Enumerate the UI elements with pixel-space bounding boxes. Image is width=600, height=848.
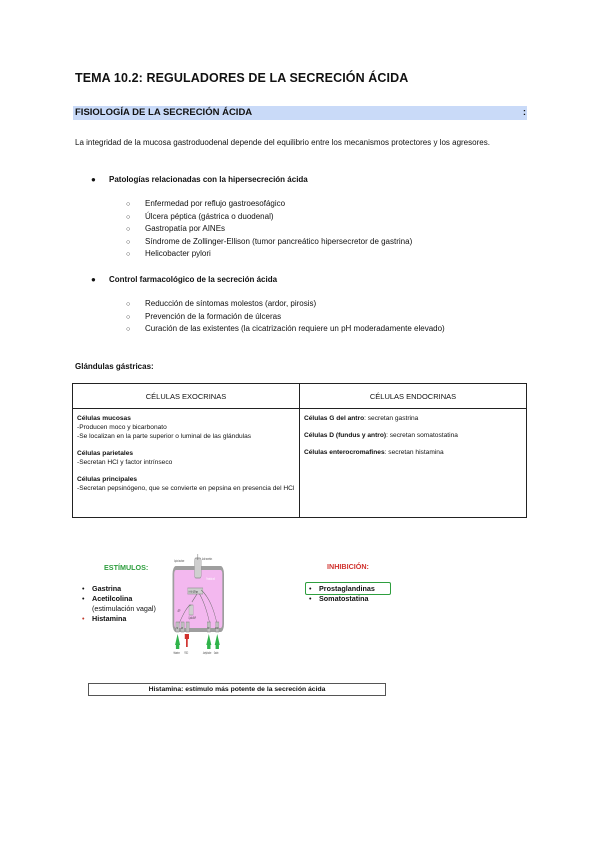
pump-label: H+/K+ ATPase [188,590,198,595]
bullet-icon: ● [91,175,96,184]
endocrinas-cell [300,409,527,518]
histamine-arrow-icon [175,634,180,649]
ligand-label: Acetylcholine [202,651,212,655]
control-heading: ● Control farmacológico de la secreción ácida [91,275,278,284]
cell-type: Células mucosas -Producen moco y bicarbonato -Se localizan en la parte superior o luminal de las glándulas [77,415,252,440]
cell-type: Células G del antro: secretan gastrina [304,415,419,422]
patologias-list [126,198,412,261]
circle-bullet-icon: ○ [126,301,131,308]
acid-label: Acid secretion [202,556,213,562]
acetylcholine-arrow-icon [206,634,211,649]
inhibition-list [309,584,375,604]
circle-bullet-icon: ○ [126,238,131,246]
section-colon: : [522,107,526,118]
cells-table [72,383,527,518]
circle-bullet-icon: ○ [126,313,131,321]
parietal-cell-diagram [170,550,305,655]
section-title: FISIOLOGÍA DE LA SECRECIÓN ÁCIDA [75,107,253,118]
bullet-icon: ● [91,275,96,284]
col-header-exocrinas: CÉLULAS EXOCRINAS [73,384,300,409]
list-item: ○ Reducción de síntomas molestos (ardor, pirosis) [126,298,445,311]
list-item: ○ Prevención de la formación de úlceras [126,311,445,324]
ligand-label: PGE2 [184,651,189,655]
list-item: • Acetilcolina [82,594,133,603]
stimulus-title: ESTÍMULOS: [104,563,149,572]
cell-type: Células enterocromafines: secretan histamina [304,449,444,456]
atp-label: ATP [177,609,181,614]
cell-label: Parietal cell [206,576,215,582]
ligand-label: Gastrin [213,651,219,655]
receptor-label: M3 [207,627,210,631]
circle-bullet-icon: ○ [126,201,131,208]
circle-bullet-icon: ○ [126,326,131,334]
camp-box [189,605,193,615]
cell-type: Células principales -Secretan pepsinógeno, que se convierte en pepsina en presencia del HCl [77,476,295,492]
circle-bullet-icon: ○ [126,213,131,221]
camp-label: Cyclic AMP [188,616,196,621]
inhibition-title: INHIBICIÓN: [327,562,369,571]
proton-pump [194,558,201,578]
receptor-ep2 [186,622,189,632]
exocrinas-cell [73,409,300,518]
section-header [73,106,527,120]
page-title: TEMA 10.2: REGULADORES DE LA SECRECIÓN ÁCIDA [75,71,409,85]
list-item: ○ Curación de las existentes (la cicatrización requiere un pH moderadamente elevado) [126,323,445,336]
intro-paragraph: La integridad de la mucosa gastroduodenal depende del equilibrio entre los mecanismos protectores y los agresores. [75,138,490,147]
receptor-label: H2 [176,627,178,631]
apical-label: Apical surface [174,558,185,564]
list-item: ○ Úlcera péptica (gástrica o duodenal) [126,211,412,224]
list-item: • Prostaglandinas [309,584,375,593]
gastrin-arrow-icon [215,634,220,649]
list-item: (estimulación vagal) [92,604,156,613]
ligand-label: Histamine [173,651,180,655]
patologias-heading: ● Patologías relacionadas con la hipersecreción ácida [91,175,308,184]
list-item: • Somatostatina [309,594,369,603]
circle-bullet-icon: ○ [126,226,131,234]
list-item: • Histamina [82,614,127,623]
stimulus-list [82,584,156,624]
circle-bullet-icon: ○ [126,251,131,259]
list-item: ○ Síndrome de Zollinger-Ellison (tumor pancreático hipersecretor de gastrina) [126,236,412,249]
cell-type: Células D (fundus y antro): secretan somatostatina [304,432,458,439]
list-item: ○ Gastropatía por AINEs [126,223,412,236]
list-item: ○ Enfermedad por reflujo gastroesofágico [126,198,412,211]
receptor-label: CCK2 [215,627,219,631]
pge2-block-icon [185,634,189,647]
cell-type: Células parietales -Secretan HCl y factor intrínseco [77,450,173,466]
list-item: • Gastrina [82,584,122,593]
control-list [126,298,445,336]
receptor-label: EP [181,627,184,631]
glandulas-title: Glándulas gástricas: [75,362,154,371]
col-header-endocrinas: CÉLULAS ENDOCRINAS [300,384,527,409]
histamina-caption: Histamina: estímulo más potente de la secreción ácida [88,683,386,696]
list-item: ○ Helicobacter pylori [126,248,412,261]
